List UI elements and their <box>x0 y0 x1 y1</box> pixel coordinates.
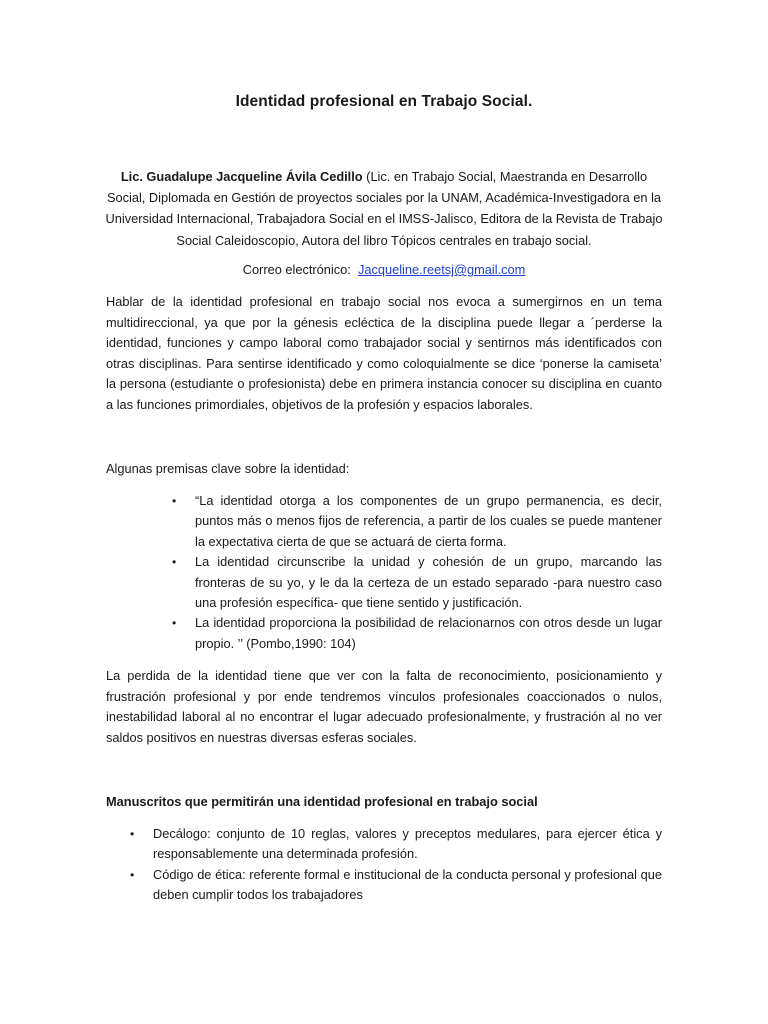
author-name: Lic. Guadalupe Jacqueline Ávila Cedillo <box>120 169 363 184</box>
email-label: Correo electrónico: <box>242 262 351 277</box>
list-item <box>126 865 662 906</box>
bullet-icon: • <box>172 616 177 631</box>
author-credentials: (Lic. en Trabajo Social, Maestranda en Desarrollo Social, Diplomada en Gestión de proyectos sociales por la UNAM, Académica-Investigadora en la Universidad Internacional, Trabajadora Social en el IMSS-Jalisco, Editora de la Revista de Trabajo Social Caleidoscopio, Autora del libro Tópicos centrales en trabajo social. <box>105 169 663 248</box>
manuscripts-heading: Manuscritos que permitirán una identidad profesional en trabajo social <box>106 794 538 809</box>
bullet-icon: • <box>172 555 177 570</box>
list-item <box>168 613 662 654</box>
list-item <box>126 824 662 865</box>
loss-paragraph: La perdida de la identidad tiene que ver con la falta de reconocimiento, posicionamiento y frustración profesional y por ende tendremos vínculos profesionales coaccionados o nulos, inestabilidad laboral al no encontrar el lugar adecuado profesionalmente, y frustración al no ver saldos positivos en nuestras diversas esferas sociales. <box>106 668 662 745</box>
list-item-text: “La identidad otorga a los componentes de un grupo permanencia, es decir, puntos más o menos fijos de referencia, a partir de los cuales se puede mantener la expectativa cierta de que se actuará de cierta forma. <box>195 493 662 549</box>
list-item <box>168 491 662 552</box>
email-line <box>0 259 768 280</box>
bullet-icon: • <box>130 867 135 882</box>
list-item-text: La identidad circunscribe la unidad y cohesión de un grupo, marcando las fronteras de su yo, y le da la certeza de un estado separado -para nuestro caso una profesión específica- que tiene sentido y justificación. <box>195 554 662 611</box>
premises-list <box>168 491 662 654</box>
bullet-icon: • <box>172 494 177 508</box>
list-item <box>168 552 662 613</box>
premises-heading: Algunas premisas clave sobre la identidad: <box>106 461 350 476</box>
list-item-text: Decálogo: conjunto de 10 reglas, valores y preceptos medulares, para ejercer ética y responsablemente una determinada profesión. <box>153 826 662 862</box>
manuscripts-list <box>126 824 662 906</box>
intro-paragraph: Hablar de la identidad profesional en trabajo social nos evoca a sumergirnos en un tema multidireccional, ya que por la génesis ecléctica de la disciplina puede llegar a ´perderse la identidad, funciones y campo laboral como trabajador social y sentirnos más identificados con otras disciplinas. Para sentirse identificado y como coloquialmente se dice ‘ponerse la camiseta’ la persona (estudiante o profesionista) debe en primera instancia conocer su disciplina en cuanto a las funciones primordiales, objetivos de la profesión y espacios laborales. <box>106 294 662 412</box>
list-item-text: La identidad proporciona la posibilidad de relacionarnos con otros desde un lugar propio. ’’ (Pombo,1990: 104) <box>195 615 662 651</box>
email-link[interactable]: Jacqueline.reetsj@gmail.com <box>357 262 526 277</box>
list-item-text: Código de ética: referente formal e institucional de la conducta personal y profesional que deben cumplir todos los trabajadores <box>153 866 662 903</box>
author-block <box>104 166 664 251</box>
bullet-icon: • <box>130 827 135 841</box>
document-title: Identidad profesional en Trabajo Social. <box>235 93 533 110</box>
